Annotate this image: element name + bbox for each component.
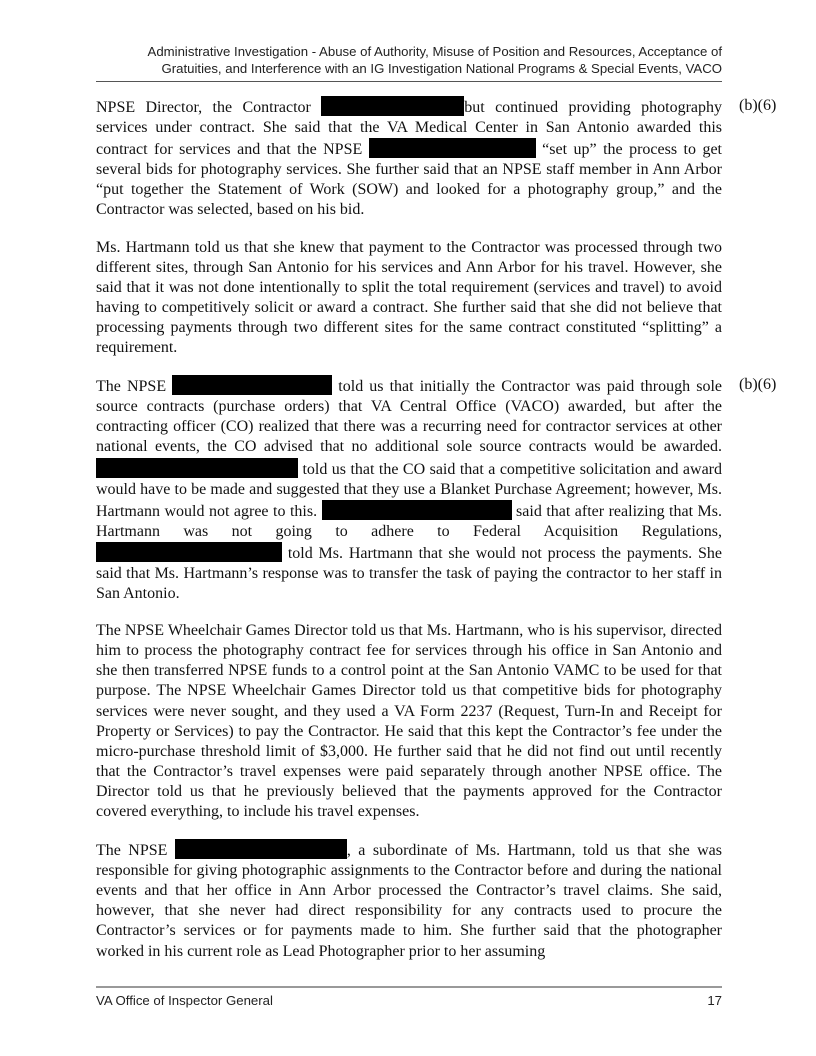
footer-organization: VA Office of Inspector General (96, 993, 273, 1008)
header-line-1: Administrative Investigation - Abuse of Authority, Misuse of Position and Resources, Acceptance of (147, 44, 722, 59)
header-line-2: Gratuities, and Interference with an IG Investigation National Programs & Special Events, VACO (161, 60, 722, 76)
page-number: 17 (707, 993, 722, 1008)
running-header (96, 44, 722, 77)
header-divider (96, 81, 722, 82)
redaction-box (175, 839, 347, 859)
footer-divider (96, 986, 722, 988)
paragraph-1: NPSE Director, the Contractor but continued providing photography services under contract. She said that the VA Medical Center in San Antonio awarded this contract for services and that the NPSE “set up” the process to get several bids for photography services. She further said that an NPSE staff member in Ann Arbor “put together the Statement of Work (SOW) and looked for a photography group,” and the Contractor was selected, based on his bid. (b)(6) (96, 97, 777, 219)
paragraph-2: Ms. Hartmann told us that she knew that payment to the Contractor was processed through two different sites, through San Antonio for his services and Ann Arbor for his travel. However, she said that it was not done intentionally to split the total requirement (services and travel) to avoid having to competitively solicit or award a contract. She further said that she did not believe that processing payments through two different sites for the same contract constituted “splitting” a requirement. (96, 238, 722, 357)
document-body (96, 96, 777, 979)
redaction-box (322, 500, 512, 520)
paragraph-5: The NPSE , a subordinate of Ms. Hartmann, told us that she was responsible for giving photographic assignments to the Contractor before and during the national events and that her office in Ann Arbor processed the Contractor’s travel claims. She said, however, that she never had direct responsibility for any contracts used to procure the Contractor’s services or for payments made to him. She further said that the photographer worked in his current role as Lead Photographer prior to her assuming (96, 839, 722, 962)
paragraph-3: The NPSE told us that initially the Contractor was paid through sole source contracts (purchase orders) that VA Central Office (VACO) awarded, but after the contracting officer (CO) realized that there was a recurring need for contractor services at other national events, the CO advised that no additional sole source contracts would be awarded. told us that the CO said that a competitive solicitation and award would have to be made and suggested that they use a Blanket Purchase Agreement; however, Ms. Hartmann would not agree to this. said that after realizing that Ms. Hartmann was not going to adhere to Federal Acquisition Regulations, told Ms. Hartmann that she would not process the payments. She said that Ms. Hartmann’s response was to transfer the task of paying the contractor to her staff in San Antonio. (b)(6) (96, 376, 777, 603)
paragraph-4: The NPSE Wheelchair Games Director told us that Ms. Hartmann, who is his supervisor, directed him to process the photography contract fee for services through his office in San Antonio and she then transferred NPSE funds to a control point at the San Antonio VAMC to be used for that purpose. The NPSE Wheelchair Games Director told us that competitive bids for photography services were never sought, and they used a VA Form 2237 (Request, Turn-In and Receipt for Property or Services) to pay the Contractor. He said that this kept the Contractor’s fee under the micro-purchase threshold limit of $3,000. He further said that he did not find out until recently that the Contractor’s travel expenses were paid separately through another NPSE office. The Director told us that he previously believed that the payments approved for the Contractor covered everything, to include his travel expenses. (96, 622, 722, 820)
redaction-box (96, 542, 282, 562)
redaction-box (369, 138, 536, 158)
exemption-note: (b)(6) (739, 376, 777, 394)
redaction-box (172, 375, 332, 395)
redaction-box (321, 96, 464, 116)
exemption-note: (b)(6) (739, 97, 777, 114)
redaction-box (96, 458, 298, 478)
